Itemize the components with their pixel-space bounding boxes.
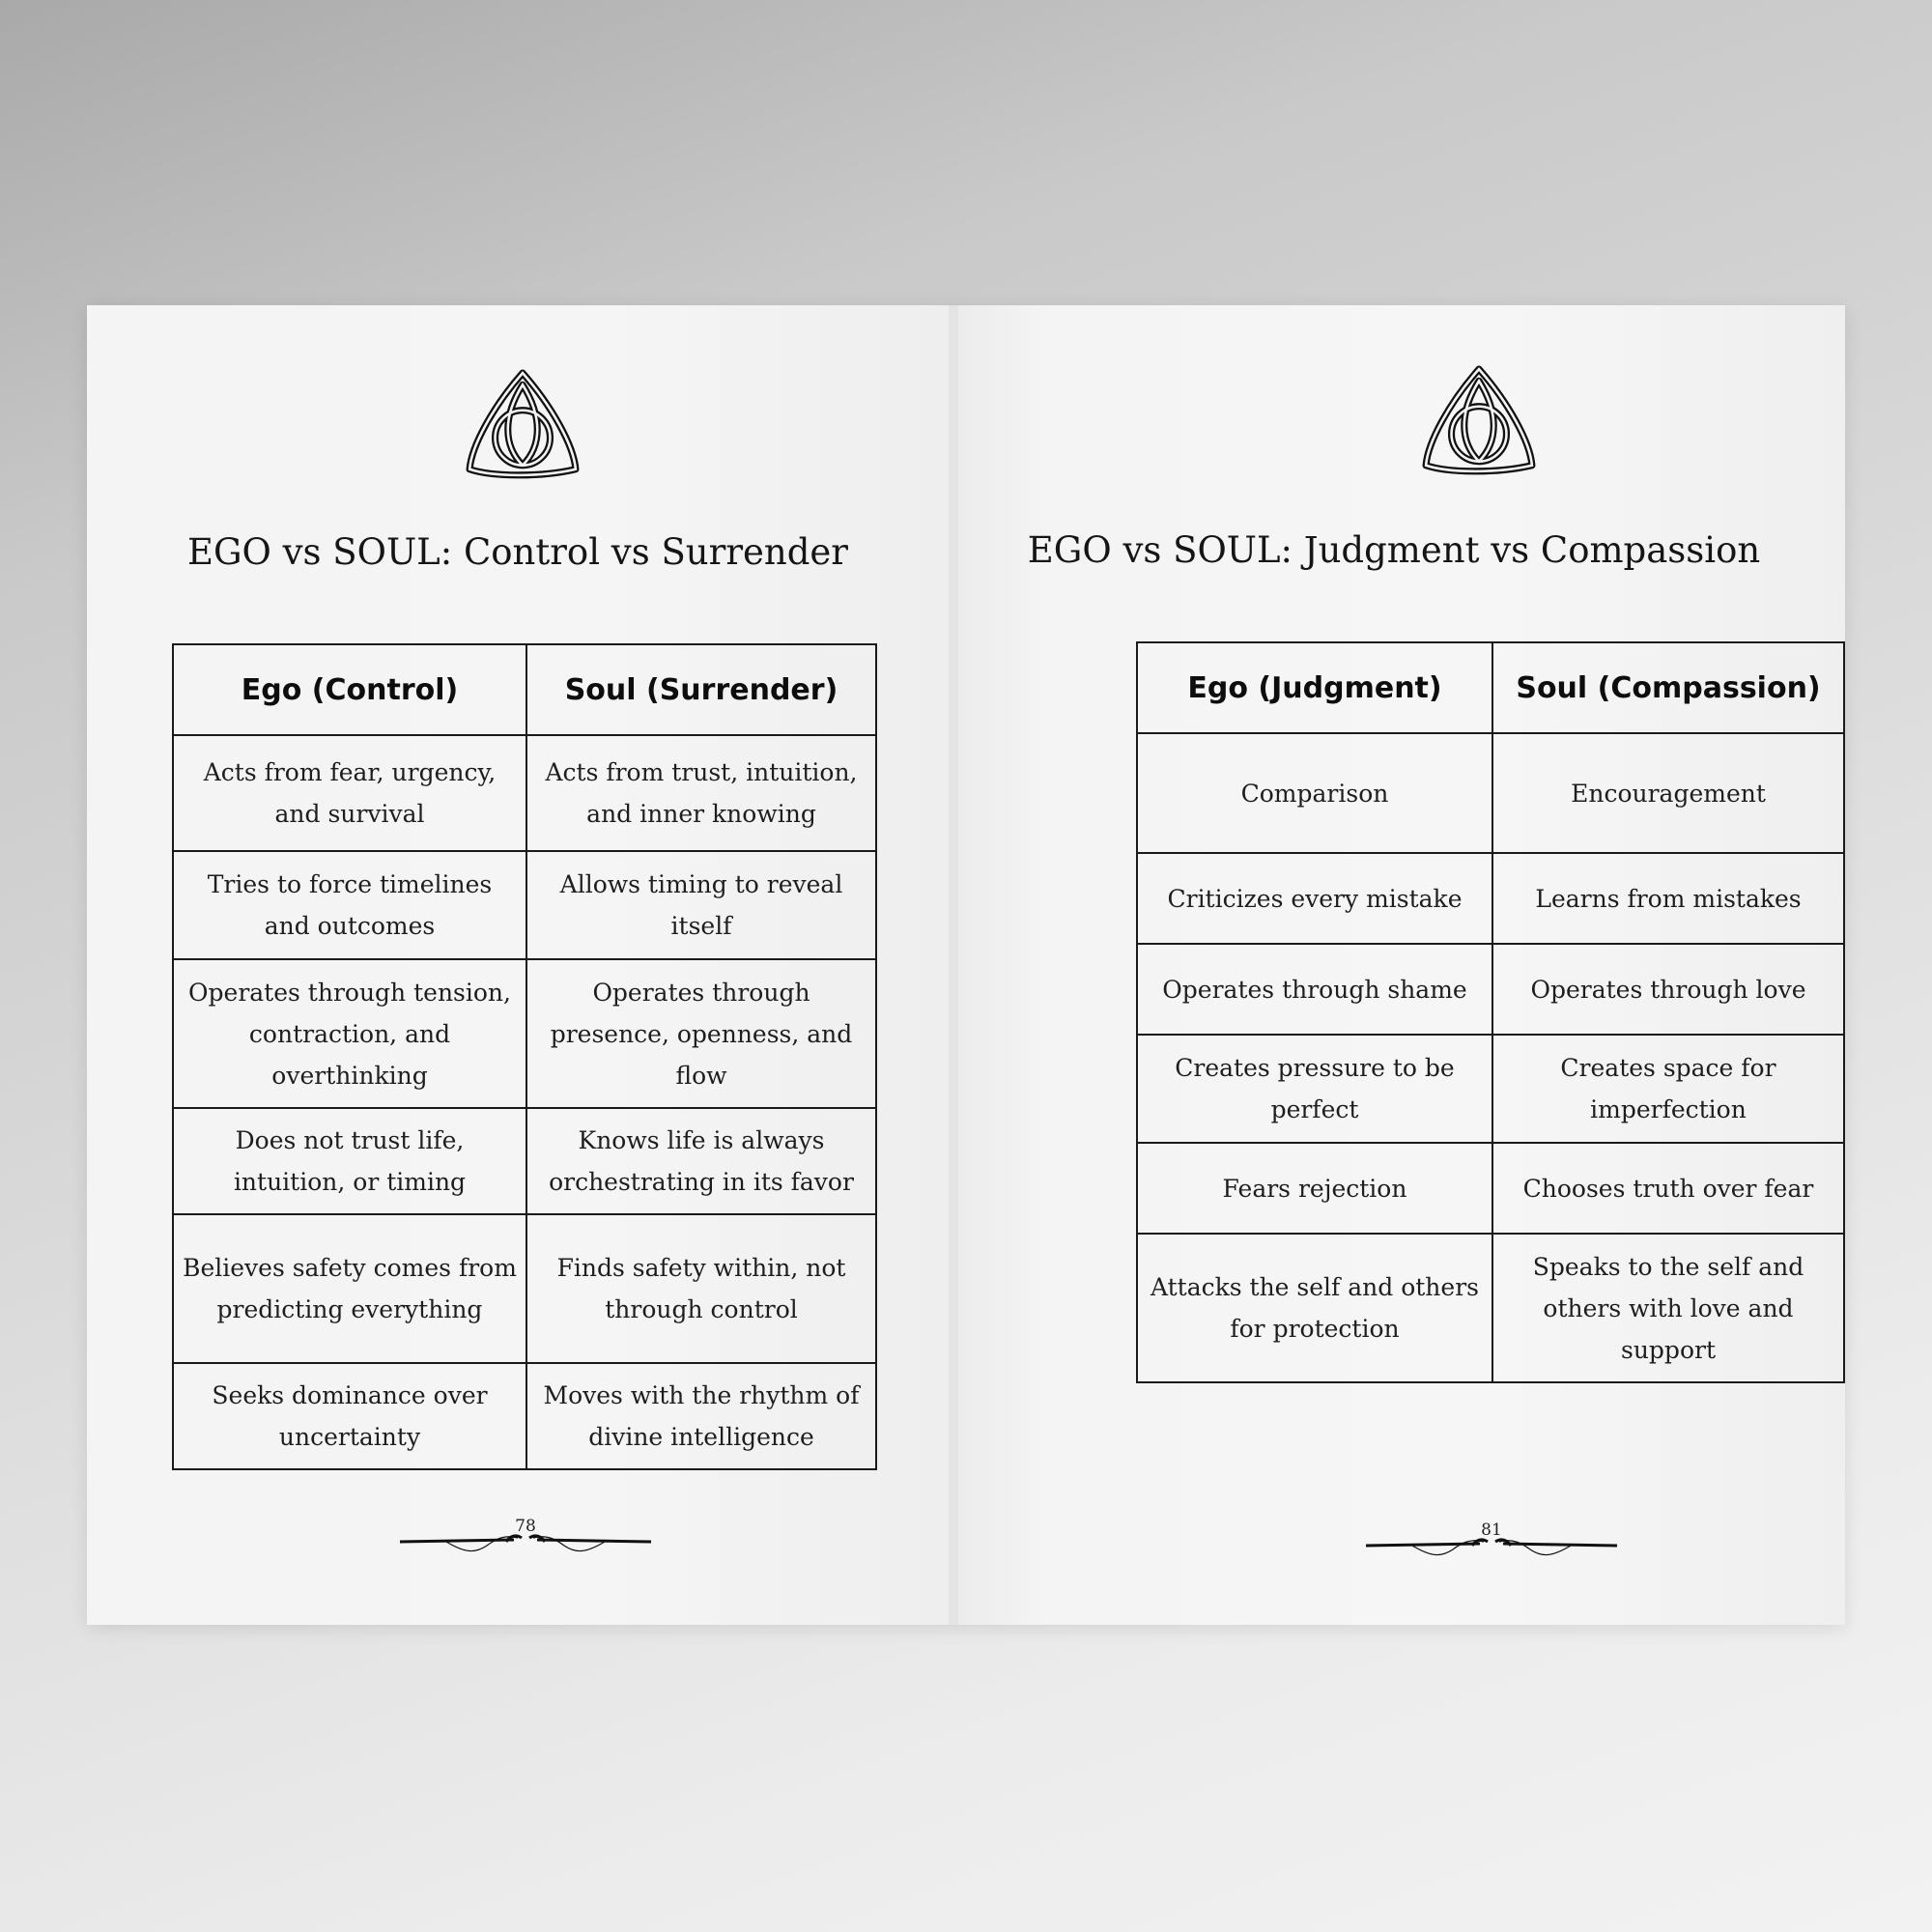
table-row [173, 1363, 876, 1469]
table-cell: Attacks the self and others for protection [1137, 1234, 1492, 1382]
page-number: 81 [1481, 1520, 1502, 1540]
table-cell: Tries to force timelines and outcomes [173, 851, 526, 959]
table-cell: Operates through love [1492, 944, 1844, 1035]
table-cell: Creates pressure to be perfect [1137, 1035, 1492, 1143]
table-cell: Fears rejection [1137, 1143, 1492, 1234]
page-title: EGO vs SOUL: Control vs Surrender [186, 531, 848, 573]
left-page [87, 305, 949, 1625]
table-cell: Allows timing to reveal itself [526, 851, 876, 959]
column-header-soul: Soul (Compassion) [1492, 642, 1844, 733]
table-row [173, 959, 876, 1108]
table-row [1137, 733, 1844, 853]
table-cell: Moves with the rhythm of divine intelligence [526, 1363, 876, 1469]
table-cell: Encouragement [1492, 733, 1844, 853]
table-row [1137, 944, 1844, 1035]
table-row [1137, 1234, 1844, 1382]
table-cell: Criticizes every mistake [1137, 853, 1492, 944]
comparison-table [172, 643, 877, 1470]
table-cell: Operates through shame [1137, 944, 1492, 1035]
table-cell: Does not trust life, intuition, or timing [173, 1108, 526, 1214]
table-header-row [1137, 642, 1844, 733]
table-cell: Believes safety comes from predicting everything [173, 1214, 526, 1363]
table-cell: Creates space for imperfection [1492, 1035, 1844, 1143]
table-cell: Seeks dominance over uncertainty [173, 1363, 526, 1469]
table-cell: Speaks to the self and others with love and support [1492, 1234, 1844, 1382]
table-row [173, 1108, 876, 1214]
table-cell: Learns from mistakes [1492, 853, 1844, 944]
comparison-table [1136, 641, 1845, 1383]
column-header-ego: Ego (Judgment) [1137, 642, 1492, 733]
column-header-soul: Soul (Surrender) [526, 644, 876, 735]
column-header-ego: Ego (Control) [173, 644, 526, 735]
page-number: 78 [515, 1517, 536, 1536]
table-cell: Finds safety within, not through control [526, 1214, 876, 1363]
table-cell: Comparison [1137, 733, 1492, 853]
table-row [1137, 853, 1844, 944]
table-row [173, 1214, 876, 1363]
triquetra-knot-icon [1420, 363, 1538, 481]
page-footer [1364, 1522, 1619, 1561]
table-row [1137, 1143, 1844, 1234]
triquetra-knot-icon [464, 367, 582, 485]
book-gutter [949, 305, 958, 1625]
table-cell: Operates through presence, openness, and flow [526, 959, 876, 1108]
table-cell: Chooses truth over fear [1492, 1143, 1844, 1234]
table-cell: Operates through tension, contraction, and overthinking [173, 959, 526, 1108]
table-row [1137, 1035, 1844, 1143]
book-spread [87, 305, 1845, 1625]
table-header-row [173, 644, 876, 735]
table-cell: Knows life is always orchestrating in its favor [526, 1108, 876, 1214]
table-row [173, 735, 876, 851]
table-cell: Acts from fear, urgency, and survival [173, 735, 526, 851]
page-footer [398, 1519, 653, 1557]
table-row [173, 851, 876, 959]
page-title: EGO vs SOUL: Judgment vs Compassion [1027, 529, 1761, 571]
table-cell: Acts from trust, intuition, and inner knowing [526, 735, 876, 851]
right-page [958, 305, 1845, 1625]
